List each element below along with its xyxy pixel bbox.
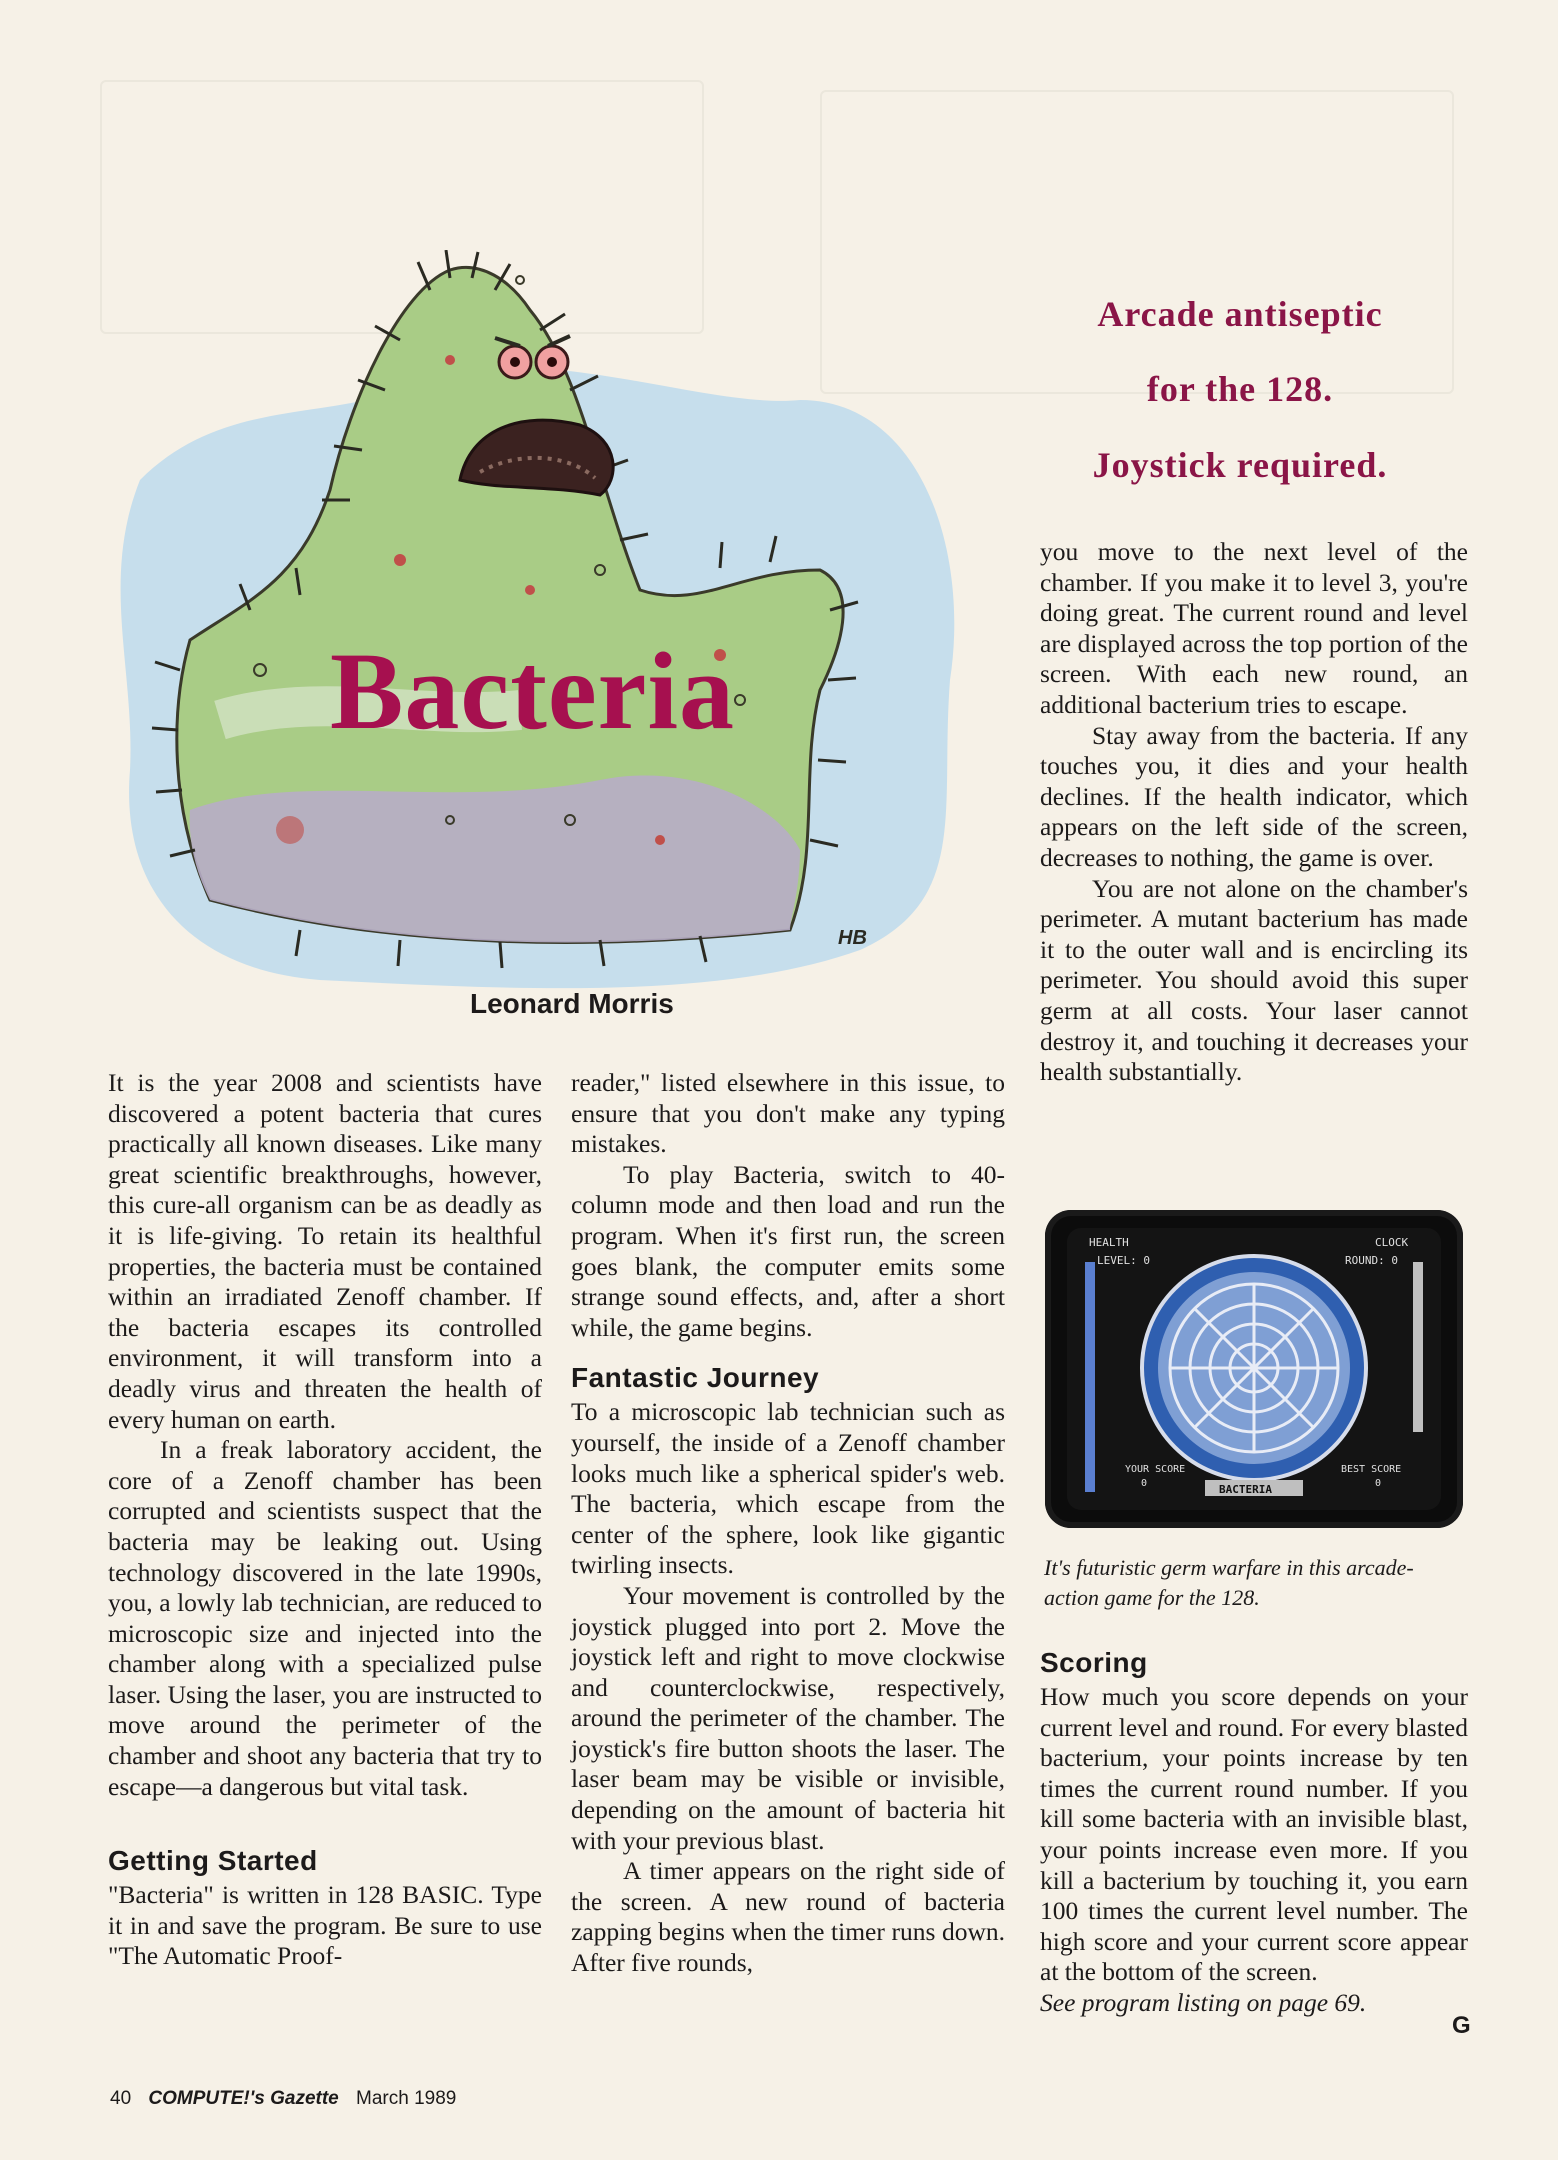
deck-line-1: Arcade antiseptic: [1097, 294, 1383, 334]
article-title: Bacteria: [330, 630, 736, 752]
section-heading: Scoring: [1040, 1647, 1148, 1678]
svg-text:0: 0: [1141, 1478, 1148, 1489]
paragraph: you move to the next level of the chamber. If you make it to level 3, you're doing great. The current round and level are displayed across the top portion of the screen. With each new round, an additional bacterium tries to escape.: [1040, 537, 1468, 719]
svg-text:LEVEL: 0: LEVEL: 0: [1097, 1254, 1150, 1267]
byline: Leonard Morris: [470, 988, 674, 1019]
clock-bar: [1413, 1262, 1423, 1432]
svg-text:BACTERIA: BACTERIA: [1219, 1483, 1272, 1496]
column-1: [108, 1068, 542, 1972]
paragraph: How much you score depends on your current level and round. For every blasted bacterium, your points increase by ten times the current round number. If you kill some bacteria with an invisible blast, your points increase even more. If you kill a bacterium by touching it, you earn 100 times the current level number. The high score and your current score appear at the bottom of the screen.: [1040, 1682, 1468, 1987]
artist-initials: HB: [838, 927, 867, 949]
magazine-name: COMPUTE!'s Gazette: [148, 2088, 339, 2109]
paragraph: You are not alone on the chamber's perimeter. A mutant bacterium has made it to the outer wall and is encircling its perimeter. You should avoid this super germ at all costs. Your laser cannot destroy it, and touching it decreases your health substantially.: [1040, 873, 1468, 1087]
game-screenshot: [1045, 1210, 1463, 1528]
svg-text:YOUR SCORE: YOUR SCORE: [1125, 1464, 1186, 1475]
section-heading: Getting Started: [108, 1845, 318, 1877]
section-heading: Fantastic Journey: [571, 1362, 820, 1394]
paragraph: To a microscopic lab technician such as yourself, the inside of a Zenoff chamber looks much like a spherical spider's web. The bacteria, which escape from the center of the sphere, look like gigantic twirling insects.: [571, 1397, 1005, 1580]
page-number: 40: [110, 2088, 132, 2109]
game-screen-graphic: [1045, 1210, 1463, 1528]
deck-line-2: for the 128.: [1146, 369, 1334, 409]
page-footer: [110, 2088, 456, 2110]
svg-text:BEST SCORE: BEST SCORE: [1341, 1464, 1402, 1475]
paragraph: In a freak laboratory accident, the core of a Zenoff chamber has been corrupted and scientists suspect that the bacteria may be leaking out. Using technology discovered in the late 1990s, you, a lowly lab technician, are reduced to microscopic size and injected into the chamber along with a specialized pulse laser. Using the laser, you are instructed to move around the perimeter of the chamber and shoot any bacteria that try to escape—a dangerous but vital task.: [108, 1435, 542, 1801]
column-2: [571, 1068, 1005, 1979]
issue-date: March 1989: [356, 2088, 457, 2109]
paragraph: It is the year 2008 and scientists have discovered a potent bacteria that cures practically all known diseases. Like many great scientific breakthroughs, however, this cure-all organism can be as deadly as it is life-giving. To retain its healthful properties, the bacteria must be contained within an irradiated Zenoff chamber. If the bacteria escapes its controlled environment, it will transform into a deadly virus and threaten the health of every human on earth.: [108, 1068, 542, 1434]
svg-text:CLOCK: CLOCK: [1375, 1236, 1409, 1249]
screenshot-caption: It's futuristic germ warfare in this arcade-action game for the 128.: [1044, 1555, 1414, 1610]
deck-line-3: Joystick required.: [1092, 445, 1388, 485]
svg-text:ROUND: 0: ROUND: 0: [1345, 1254, 1398, 1267]
paragraph: reader," listed elsewhere in this issue, to ensure that you don't make any typing mistakes.: [571, 1068, 1005, 1159]
program-listing-note: See program listing on page 69.: [1040, 1987, 1367, 2017]
health-bar: [1085, 1262, 1095, 1492]
paragraph: Stay away from the bacteria. If any touches you, it dies and your health declines. If the health indicator, which appears on the left side of the screen, decreases to nothing, the game is over.: [1040, 720, 1468, 872]
chamber-web: [1170, 1284, 1338, 1452]
column-3-top: [1040, 537, 1468, 1088]
svg-text:HEALTH: HEALTH: [1089, 1236, 1129, 1249]
paragraph: To play Bacteria, switch to 40-column mode and then load and run the program. When it's first run, the screen goes blank, the computer emits some strange sound effects, and, after a short while, the game begins.: [571, 1159, 1005, 1342]
paragraph: "Bacteria" is written in 128 BASIC. Type it in and save the program. Be sure to use "The Automatic Proof-: [108, 1880, 542, 1971]
paragraph: A timer appears on the right side of the screen. A new round of bacteria zapping begins when the timer runs down. After five rounds,: [571, 1856, 1005, 1978]
paragraph: Your movement is controlled by the joystick plugged into port 2. Move the joystick left and right to move clockwise and counterclockwise, respectively, around the perimeter of the chamber. The joystick's fire button shoots the laser. The laser beam may be visible or invisible, depending on the amount of bacteria hit with your previous blast.: [571, 1580, 1005, 1855]
end-mark: G: [1452, 2012, 1471, 2039]
svg-text:0: 0: [1375, 1478, 1382, 1489]
column-3-bottom: [1040, 1640, 1468, 2019]
